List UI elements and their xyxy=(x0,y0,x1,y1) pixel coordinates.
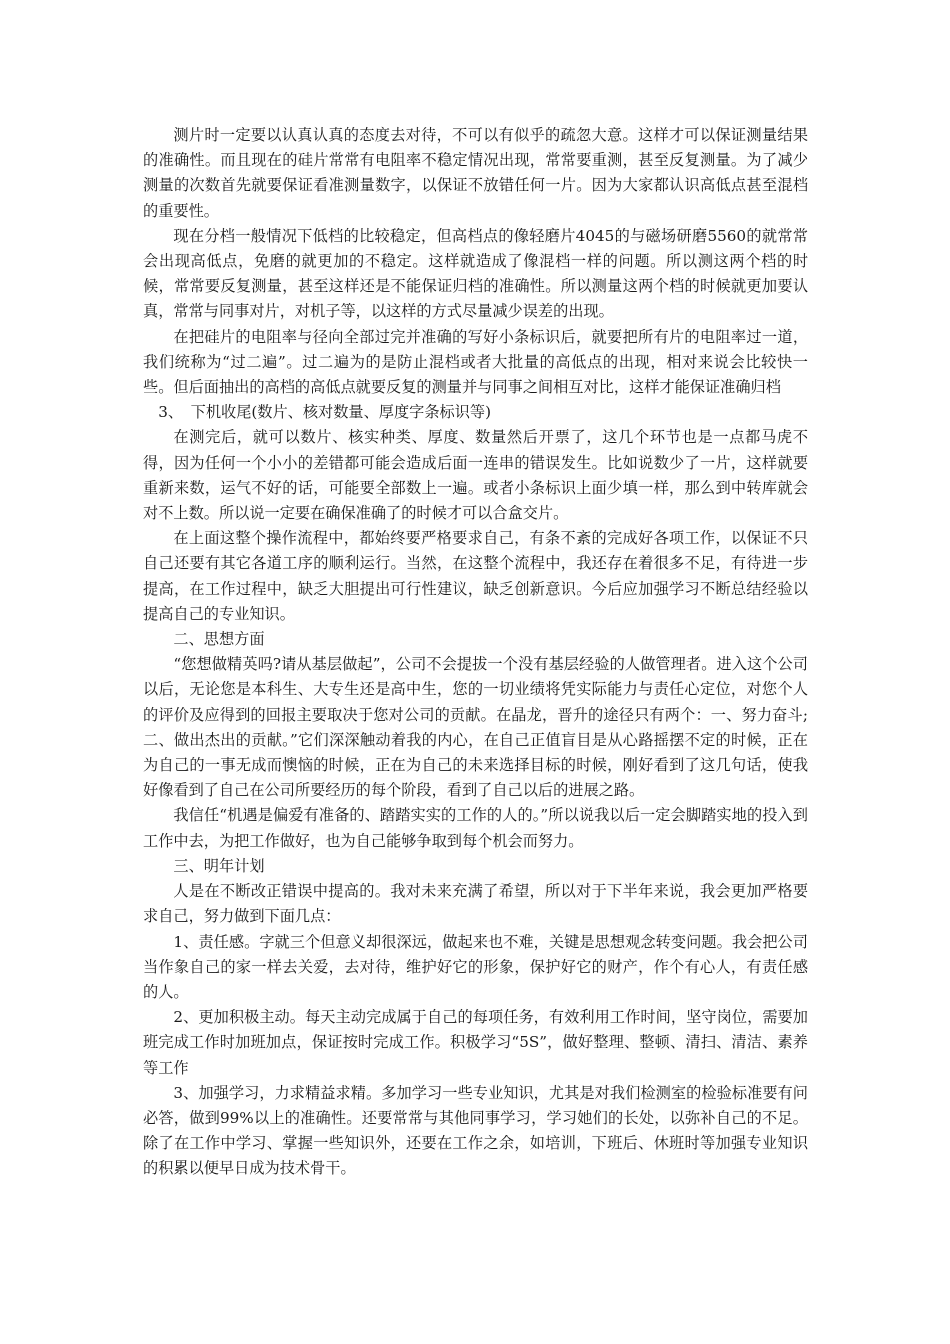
paragraph-process-summary: 在上面这整个操作流程中，都始终要严格要求自己，有条不紊的完成好各项工作，以保证不只自己还要有其它各道工序的顺利运行。当然，在这整个流程中，我还存在着很多不足，有待进一步提高，在工作过程中，缺乏大胆提出可行性建议，缺乏创新意识。今后应加强学习不断总结经验以提高自己的专业知识。 xyxy=(143,529,808,623)
heading-finishing: 3、 下机收尾(数片、核对数量、厚度字条标识等) xyxy=(158,403,492,422)
paragraph-second-pass: 在把硅片的电阻率与径向全部过完并准确的写好小条标识后，就要把所有片的电阻率过一道，我们统称为“过二遍”。过二遍为的是防止混档或者大批量的高低点的出现，相对来说会比较快一些。但后面抽出的高档的高低点就要反复的测量并与同事之间相互对比，这样才能保证准确归档 xyxy=(143,327,808,397)
paragraph-counting: 在测完后，就可以数片、核实种类、厚度、数量然后开票了，这几个环节也是一点都马虎不得，因为任何一个小小的差错都可能会造成后面一连串的错误发生。比如说数少了一片，这样就要重新来数，运气不好的话，可能要全部数上一遍。或者小条标识上面少填一样，那么到中转库就会对不上数。所以说一定要在确保准确了的时候才可以合盒交片。 xyxy=(143,428,808,523)
paragraph-initiative: 2、更加积极主动。每天主动完成属于自己的每项任务，有效利用工作时间，坚守岗位，需要加班完成工作时加班加点，保证按时完成工作。积极学习“5S”，做好整理、整顿、清扫、清洁、素养等工作 xyxy=(143,1008,808,1077)
document-body xyxy=(143,123,808,1182)
paragraph-opportunity: 我信任“机遇是偏爱有准备的、踏踏实实的工作的人的。”所以说我以后一定会脚踏实地的投入到工作中去，为把工作做好，也为自己能够争取到每个机会而努力。 xyxy=(143,806,808,850)
paragraph-learning: 3、加强学习，力求精益求精。多加学习一些专业知识，尤其是对我们检测室的检验标准要有问必答，做到99%以上的准确性。还要常常与其他同事学习，学习她们的长处，以弥补自己的不足。除了在工作中学习、掌握一些知识外，还要在工作之余，如培训，下班后、休班时等加强专业知识的积累以便早日成为技术骨干。 xyxy=(143,1083,808,1178)
heading-next-year-plan: 三、明年计划 xyxy=(173,856,265,875)
paragraph-grading: 现在分档一般情况下低档的比较稳定，但高档点的像轻磨片4045的与磁场研磨5560的就常常会出现高低点，免磨的就更加的不稳定。这样就造成了像混档一样的问题。所以测这两个档的时候，常常要反复测量，甚至这样还是不能保证归档的准确性。所以测量这两个档的时候就更加要认真，常常与同事对片，对机子等，以这样的方式尽量减少误差的出现。 xyxy=(143,226,808,321)
paragraph-responsibility: 1、责任感。字就三个但意义却很深远，做起来也不难，关键是思想观念转变问题。我会把公司当作象自己的家一样去关爱，去对待，维护好它的形象，保护好它的财产，作个有心人，有责任感的人。 xyxy=(143,932,808,1001)
paragraph-elite: “您想做精英吗?请从基层做起”，公司不会提拔一个没有基层经验的人做管理者。进入这个公司以后，无论您是本科生、大专生还是高中生，您的一切业绩将凭实际能力与责任心定位，对您个人的评价及应得到的回报主要取决于您对公司的贡献。在晶龙，晋升的途径只有两个：一、努力奋斗;二、做出杰出的贡献。”它们深深触动着我的内心，在自己正值盲目是从心路摇摆不定的时候，正在为自己的一事无成而懊恼的时候，正在为自己的未来选择目标的时候，刚好看到了这几句话，使我好像看到了自己在公司所要经历的每个阶段，看到了自己以后的进展之路。 xyxy=(143,655,808,800)
paragraph-measure-attitude: 测片时一定要以认真认真的态度去对待，不可以有似乎的疏忽大意。这样才可以保证测量结果的准确性。而且现在的硅片常常有电阻率不稳定情况出现，常常要重测，甚至反复测量。为了减少测量的次数首先就要保证看准测量数字，以保证不放错任何一片。因为大家都认识高低点甚至混档的重要性。 xyxy=(143,126,808,220)
paragraph-improvement: 人是在不断改正错误中提高的。我对未来充满了希望，所以对于下半年来说，我会更加严格要求自己，努力做到下面几点： xyxy=(143,882,808,926)
heading-thinking: 二、思想方面 xyxy=(173,630,265,649)
